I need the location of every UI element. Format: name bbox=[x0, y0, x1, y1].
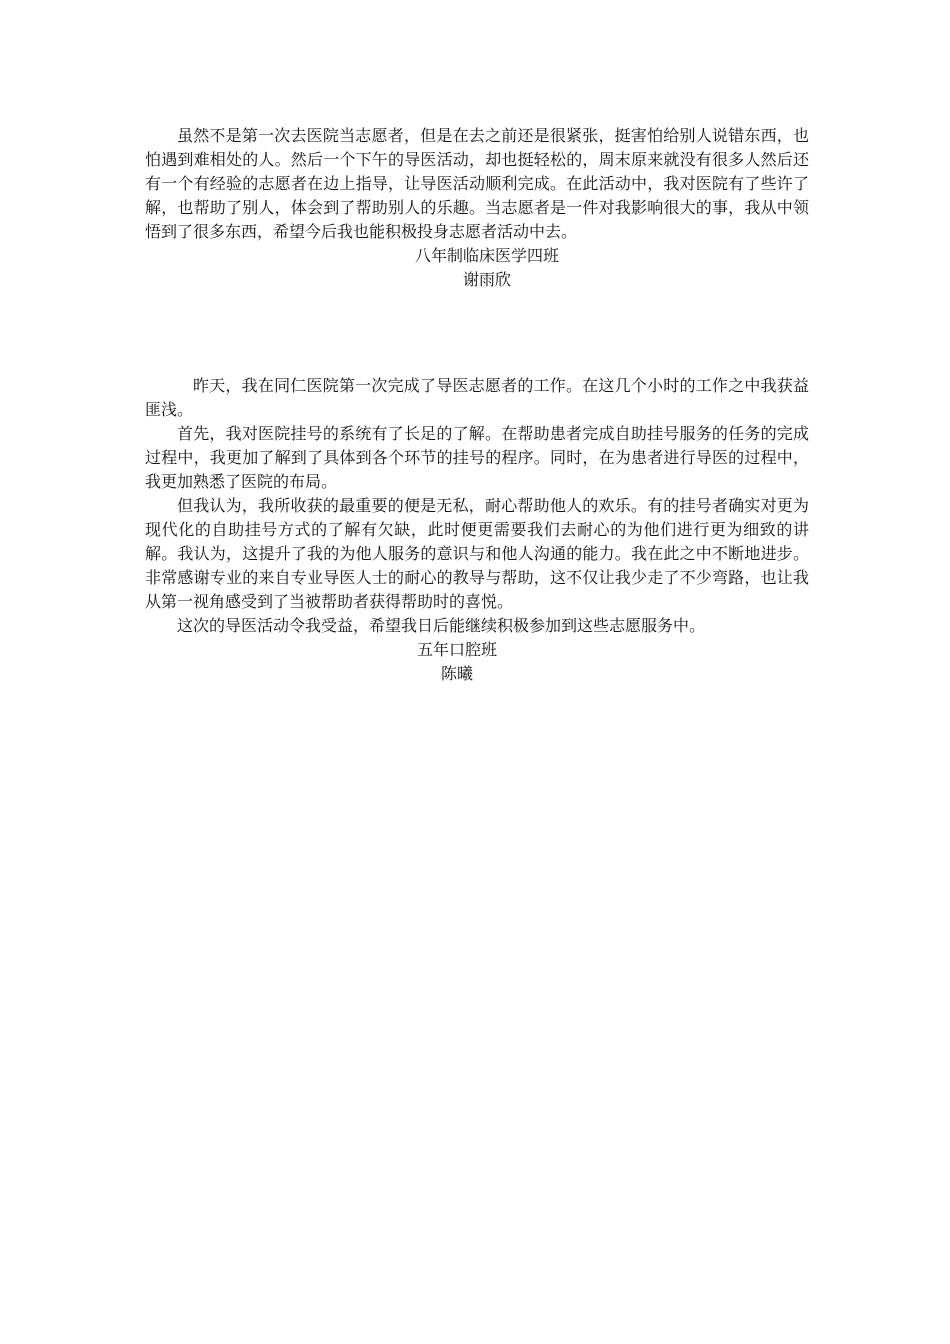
reflection-entry-2 bbox=[145, 374, 809, 686]
entry-1-class-name: 八年制临床医学四班 bbox=[414, 246, 559, 265]
entry-2-paragraph-1: 昨天，我在同仁医院第一次完成了导医志愿者的工作。在这几个小时的工作之中我获益匪浅。 bbox=[145, 376, 809, 419]
entry-2-author: 陈曦 bbox=[440, 664, 473, 683]
entry-2-paragraph-3: 但我认为，我所收获的最重要的便是无私，耐心帮助他人的欢乐。有的挂号者确实对更为现代化的自助挂号方式的了解有欠缺，此时便更需要我们去耐心的为他们进行更为细致的讲解。我认为，这提升了我的为他人服务的意识与和他人沟通的能力。我在此之中不断地进步。非常感谢专业的来自专业导医人士的耐心的教导与帮助，这不仅让我少走了不少弯路，也让我从第一视角感受到了当被帮助者获得帮助时的喜悦。 bbox=[145, 496, 809, 611]
entry-2-class-name: 五年口腔班 bbox=[416, 640, 497, 659]
entry-2-paragraph-4: 这次的导医活动令我受益，希望我日后能继续积极参加到这些志愿服务中。 bbox=[177, 616, 706, 635]
reflection-entry-1 bbox=[145, 124, 809, 292]
entry-1-paragraph-1: 虽然不是第一次去医院当志愿者，但是在去之前还是很紧张，挺害怕给别人说错东西，也怕遇到难相处的人。然后一个下午的导医活动，却也挺轻松的，周末原来就没有很多人然后还有一个有经验的志愿者在边上指导，让导医活动顺利完成。在此活动中，我对医院有了些许了解，也帮助了别人，体会到了帮助别人的乐趣。当志愿者是一件对我影响很大的事，我从中领悟到了很多东西，希望今后我也能积极投身志愿者活动中去。 bbox=[145, 126, 809, 241]
entry-1-author: 谢雨欣 bbox=[462, 270, 511, 289]
entry-2-paragraph-2: 首先，我对医院挂号的系统有了长足的了解。在帮助患者完成自助挂号服务的任务的完成过程中，我更加了解到了具体到各个环节的挂号的程序。同时，在为患者进行导医的过程中，我更加熟悉了医院的布局。 bbox=[145, 424, 809, 491]
